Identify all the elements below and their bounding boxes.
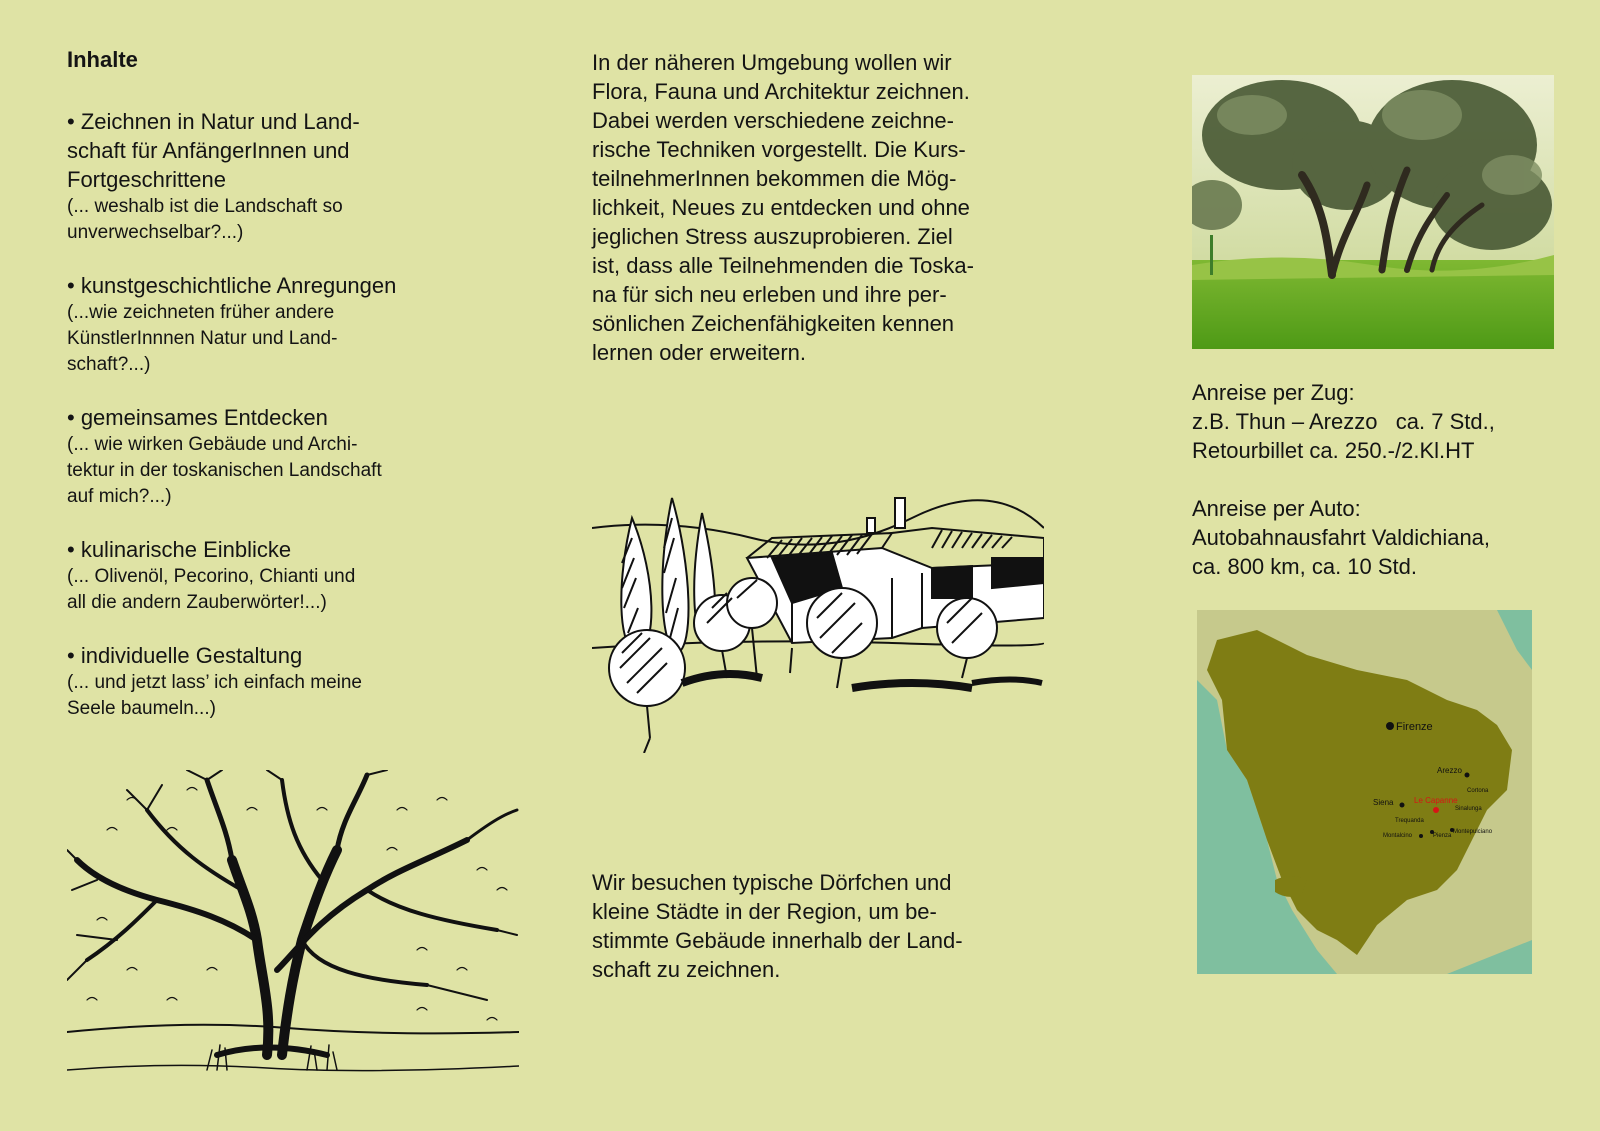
map-label-cortona: Cortona (1467, 788, 1489, 794)
map-label-arezzo: Arezzo (1437, 766, 1462, 775)
olive-tree-sketch (67, 770, 519, 1085)
train-ticket: Retourbillet ca. 250.-/2.Kl.HT (1192, 438, 1475, 463)
map-label-sinalunga: Sinalunga (1455, 806, 1482, 812)
contents-item (67, 535, 507, 616)
car-exit: Autobahnausfahrt Valdichiana, (1192, 525, 1491, 550)
car-title: Anreise per Auto: (1192, 496, 1361, 521)
contents-list (67, 107, 507, 722)
contents-item-note: (... Olivenöl, Pecorino, Chianti und all die andern Zauberwörter!...) (67, 566, 356, 613)
map-label-pienza: Pienza (1433, 833, 1452, 839)
olive-grove-photo (1192, 75, 1554, 349)
contents-item-title: • individuelle Gestaltung (67, 643, 303, 668)
contents-item (67, 271, 507, 378)
contents-item-note: (... und jetzt lass’ ich einfach meine Seele baumeln...) (67, 672, 362, 719)
farmhouse-sketch (592, 478, 1044, 753)
car-info (1192, 494, 1572, 581)
contents-item-title: • kunstgeschichtliche Anregungen (67, 273, 397, 298)
contents-item (67, 107, 507, 246)
contents-column (67, 46, 507, 747)
visits-paragraph-container (592, 868, 1052, 984)
visits-paragraph: Wir besuchen typische Dörfchen und kleine Städte in der Region, um be- stimmte Gebäude innerhalb der Land- schaft zu zeichnen. (592, 870, 963, 982)
map-label-firenze: Firenze (1396, 721, 1433, 733)
contents-item-note: (...wie zeichneten früher andere KünstlerInnnen Natur und Land- schaft?...) (67, 302, 338, 375)
contents-item-title: • kulinarische Einblicke (67, 537, 292, 562)
map-label-montalcino: Montalcino (1383, 833, 1413, 839)
contents-item (67, 403, 507, 510)
train-info (1192, 378, 1572, 465)
map-label-siena: Siena (1373, 798, 1394, 807)
train-route: z.B. Thun – Arezzo ca. 7 Std., (1192, 409, 1495, 434)
car-distance: ca. 800 km, ca. 10 Std. (1192, 554, 1418, 579)
train-title: Anreise per Zug: (1192, 380, 1355, 405)
contents-heading: Inhalte (67, 47, 138, 72)
tuscany-map (1197, 610, 1532, 974)
description-column (592, 48, 1052, 367)
contents-item-note: (... weshalb ist die Landschaft so unverwechselbar?...) (67, 196, 343, 243)
map-label-trequanda: Trequanda (1395, 818, 1424, 824)
contents-item-title: • gemeinsames Entdecken (67, 405, 328, 430)
intro-paragraph: In der näheren Umgebung wollen wir Flora, Fauna und Architektur zeichnen. Dabei werden verschiedene zeichne- rische Techniken vorgestellt. Die Kurs- teilnehmerInnen bekommen die Mög- lichkeit, Neues zu entdecken und ohne jeglichen Stress auszuprobieren. Ziel ist, dass alle Teilnehmenden die Toska- na für sich neu erleben und ihre per- sönlichen Zeichenfähigkeiten kennen lernen oder erweitern. (592, 50, 974, 365)
travel-info (1192, 378, 1572, 610)
map-label-le-capanne: Le Capanne (1414, 796, 1458, 805)
contents-item-note: (... wie wirken Gebäude und Archi- tektur in der toskanischen Landschaft auf mich?...) (67, 434, 382, 507)
contents-item-title: • Zeichnen in Natur und Land- schaft für AnfängerInnen und Fortgeschrittene (67, 109, 360, 192)
contents-item (67, 641, 507, 722)
map-label-montepulciano: Montepulciano (1453, 829, 1493, 835)
